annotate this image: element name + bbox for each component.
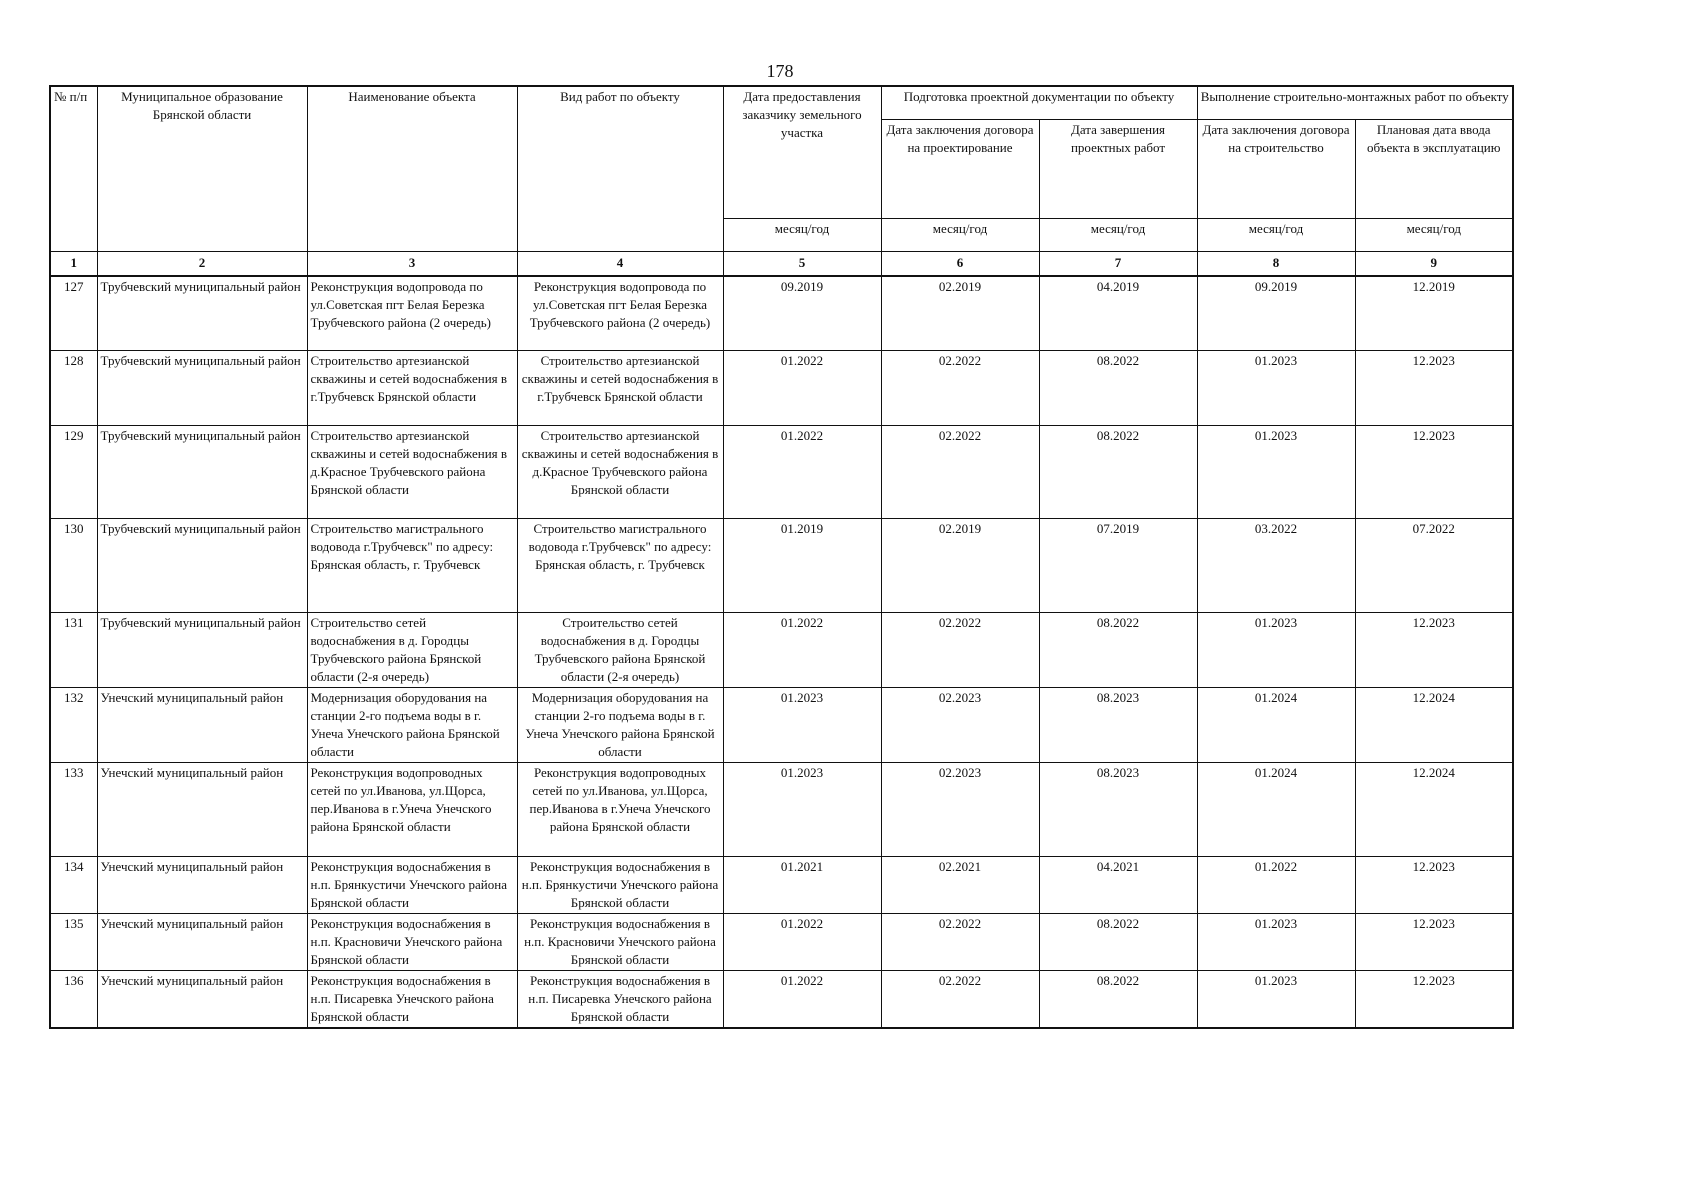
municipality-cell: Унечский муниципальный район	[97, 970, 307, 1028]
table-row	[50, 970, 1513, 1028]
land-date-cell: 01.2019	[723, 518, 881, 612]
land-date-cell: 01.2023	[723, 762, 881, 856]
land-date-cell: 01.2022	[723, 913, 881, 970]
design-finish-cell: 08.2022	[1039, 913, 1197, 970]
header-work-type: Вид работ по объекту	[517, 86, 723, 252]
object-name-cell: Строительство артезианской скважины и сетей водоснабжения в г.Трубчевск Брянской области	[307, 350, 517, 425]
header-construction-group: Выполнение строительно-монтажных работ по объекту	[1197, 86, 1513, 120]
design-contract-cell: 02.2019	[881, 276, 1039, 350]
work-type-cell: Модернизация оборудования на станции 2-го подъема воды в г. Унеча Унечского района Брянской области	[517, 687, 723, 762]
row-number: 135	[50, 913, 97, 970]
header-municipality: Муниципальное образование Брянской области	[97, 86, 307, 252]
commissioning-cell: 12.2023	[1355, 913, 1513, 970]
commissioning-cell: 12.2023	[1355, 612, 1513, 687]
row-number: 130	[50, 518, 97, 612]
row-number: 132	[50, 687, 97, 762]
construction-contract-cell: 01.2023	[1197, 350, 1355, 425]
header-design-group: Подготовка проектной документации по объекту	[881, 86, 1197, 120]
header-design-contract: Дата заключения договора на проектирование	[881, 120, 1039, 219]
page-number: 178	[766, 61, 794, 81]
objects-table	[49, 85, 1514, 1029]
municipality-cell: Трубчевский муниципальный район	[97, 350, 307, 425]
municipality-cell: Трубчевский муниципальный район	[97, 276, 307, 350]
design-finish-cell: 04.2021	[1039, 856, 1197, 913]
construction-contract-cell: 03.2022	[1197, 518, 1355, 612]
object-name-cell: Реконструкция водоснабжения в н.п. Красновичи Унечского района Брянской области	[307, 913, 517, 970]
object-name-cell: Строительство сетей водоснабжения в д. Городцы Трубчевского района Брянской области (2-я очередь)	[307, 612, 517, 687]
work-type-cell: Реконструкция водоснабжения в н.п. Писаревка Унечского района Брянской области	[517, 970, 723, 1028]
land-date-cell: 01.2023	[723, 687, 881, 762]
unit-label: месяц/год	[881, 219, 1039, 252]
work-type-cell: Реконструкция водопроводных сетей по ул.Иванова, ул.Щорса, пер.Иванова в г.Унеча Унечского района Брянской области	[517, 762, 723, 856]
row-number: 133	[50, 762, 97, 856]
row-number: 129	[50, 425, 97, 518]
design-finish-cell: 08.2022	[1039, 350, 1197, 425]
work-type-cell: Строительство артезианской скважины и сетей водоснабжения в г.Трубчевск Брянской области	[517, 350, 723, 425]
commissioning-cell: 12.2023	[1355, 970, 1513, 1028]
construction-contract-cell: 09.2019	[1197, 276, 1355, 350]
design-contract-cell: 02.2022	[881, 913, 1039, 970]
design-finish-cell: 08.2023	[1039, 687, 1197, 762]
table-row	[50, 687, 1513, 762]
design-finish-cell: 08.2022	[1039, 970, 1197, 1028]
table-row	[50, 856, 1513, 913]
construction-contract-cell: 01.2023	[1197, 970, 1355, 1028]
table-row	[50, 518, 1513, 612]
municipality-cell: Унечский муниципальный район	[97, 856, 307, 913]
object-name-cell: Строительство магистрального водовода г.Трубчевск" по адресу: Брянская область, г. Трубчевск	[307, 518, 517, 612]
column-number: 1	[50, 252, 97, 277]
row-number: 136	[50, 970, 97, 1028]
land-date-cell: 01.2022	[723, 612, 881, 687]
land-date-cell: 01.2022	[723, 350, 881, 425]
municipality-cell: Трубчевский муниципальный район	[97, 425, 307, 518]
header-no: № п/п	[50, 86, 97, 252]
work-type-cell: Строительство магистрального водовода г.Трубчевск" по адресу: Брянская область, г. Трубчевск	[517, 518, 723, 612]
header-commissioning: Плановая дата ввода объекта в эксплуатацию	[1355, 120, 1513, 219]
design-contract-cell: 02.2021	[881, 856, 1039, 913]
work-type-cell: Реконструкция водопровода по ул.Советская пгт Белая Березка Трубчевского района (2 очередь)	[517, 276, 723, 350]
row-number: 128	[50, 350, 97, 425]
header-object-name: Наименование объекта	[307, 86, 517, 252]
design-contract-cell: 02.2019	[881, 518, 1039, 612]
commissioning-cell: 12.2024	[1355, 762, 1513, 856]
land-date-cell: 01.2021	[723, 856, 881, 913]
construction-contract-cell: 01.2023	[1197, 425, 1355, 518]
municipality-cell: Унечский муниципальный район	[97, 687, 307, 762]
column-number: 2	[97, 252, 307, 277]
design-finish-cell: 08.2022	[1039, 612, 1197, 687]
design-contract-cell: 02.2023	[881, 762, 1039, 856]
land-date-cell: 09.2019	[723, 276, 881, 350]
commissioning-cell: 12.2024	[1355, 687, 1513, 762]
design-contract-cell: 02.2022	[881, 612, 1039, 687]
commissioning-cell: 12.2019	[1355, 276, 1513, 350]
design-finish-cell: 07.2019	[1039, 518, 1197, 612]
construction-contract-cell: 01.2023	[1197, 913, 1355, 970]
design-contract-cell: 02.2023	[881, 687, 1039, 762]
column-number: 6	[881, 252, 1039, 277]
row-number: 127	[50, 276, 97, 350]
header-land-date: Дата предоставления заказчику земельного участка	[723, 86, 881, 219]
column-number: 7	[1039, 252, 1197, 277]
column-number: 3	[307, 252, 517, 277]
work-type-cell: Реконструкция водоснабжения в н.п. Красновичи Унечского района Брянской области	[517, 913, 723, 970]
municipality-cell: Унечский муниципальный район	[97, 762, 307, 856]
table-row	[50, 350, 1513, 425]
object-name-cell: Модернизация оборудования на станции 2-го подъема воды в г. Унеча Унечского района Брянской области	[307, 687, 517, 762]
header-construction-contract: Дата заключения договора на строительство	[1197, 120, 1355, 219]
unit-label: месяц/год	[1355, 219, 1513, 252]
land-date-cell: 01.2022	[723, 425, 881, 518]
unit-label: месяц/год	[1039, 219, 1197, 252]
municipality-cell: Унечский муниципальный район	[97, 913, 307, 970]
design-finish-cell: 08.2022	[1039, 425, 1197, 518]
row-number: 131	[50, 612, 97, 687]
work-type-cell: Строительство сетей водоснабжения в д. Городцы Трубчевского района Брянской области (2-я очередь)	[517, 612, 723, 687]
header-design-finish: Дата завершения проектных работ	[1039, 120, 1197, 219]
municipality-cell: Трубчевский муниципальный район	[97, 518, 307, 612]
design-contract-cell: 02.2022	[881, 970, 1039, 1028]
table-row	[50, 762, 1513, 856]
object-name-cell: Реконструкция водоснабжения в н.п. Писаревка Унечского района Брянской области	[307, 970, 517, 1028]
table-row	[50, 913, 1513, 970]
construction-contract-cell: 01.2024	[1197, 762, 1355, 856]
construction-contract-cell: 01.2023	[1197, 612, 1355, 687]
design-finish-cell: 04.2019	[1039, 276, 1197, 350]
table-row	[50, 425, 1513, 518]
column-number: 4	[517, 252, 723, 277]
table-row	[50, 612, 1513, 687]
commissioning-cell: 12.2023	[1355, 350, 1513, 425]
object-name-cell: Строительство артезианской скважины и сетей водоснабжения в д.Красное Трубчевского района Брянской области	[307, 425, 517, 518]
column-number: 8	[1197, 252, 1355, 277]
construction-contract-cell: 01.2022	[1197, 856, 1355, 913]
column-number: 5	[723, 252, 881, 277]
design-finish-cell: 08.2023	[1039, 762, 1197, 856]
object-name-cell: Реконструкция водопровода по ул.Советская пгт Белая Березка Трубчевского района (2 очередь)	[307, 276, 517, 350]
municipality-cell: Трубчевский муниципальный район	[97, 612, 307, 687]
work-type-cell: Строительство артезианской скважины и сетей водоснабжения в д.Красное Трубчевского района Брянской области	[517, 425, 723, 518]
design-contract-cell: 02.2022	[881, 425, 1039, 518]
commissioning-cell: 12.2023	[1355, 425, 1513, 518]
column-number-row	[50, 252, 1513, 277]
object-name-cell: Реконструкция водопроводных сетей по ул.Иванова, ул.Щорса, пер.Иванова в г.Унеча Унечского района Брянской области	[307, 762, 517, 856]
commissioning-cell: 07.2022	[1355, 518, 1513, 612]
construction-contract-cell: 01.2024	[1197, 687, 1355, 762]
design-contract-cell: 02.2022	[881, 350, 1039, 425]
object-name-cell: Реконструкция водоснабжения в н.п. Брянкустичи Унечского района Брянской области	[307, 856, 517, 913]
row-number: 134	[50, 856, 97, 913]
unit-label: месяц/год	[1197, 219, 1355, 252]
commissioning-cell: 12.2023	[1355, 856, 1513, 913]
land-date-cell: 01.2022	[723, 970, 881, 1028]
table-row	[50, 276, 1513, 350]
work-type-cell: Реконструкция водоснабжения в н.п. Брянкустичи Унечского района Брянской области	[517, 856, 723, 913]
unit-label: месяц/год	[723, 219, 881, 252]
column-number: 9	[1355, 252, 1513, 277]
